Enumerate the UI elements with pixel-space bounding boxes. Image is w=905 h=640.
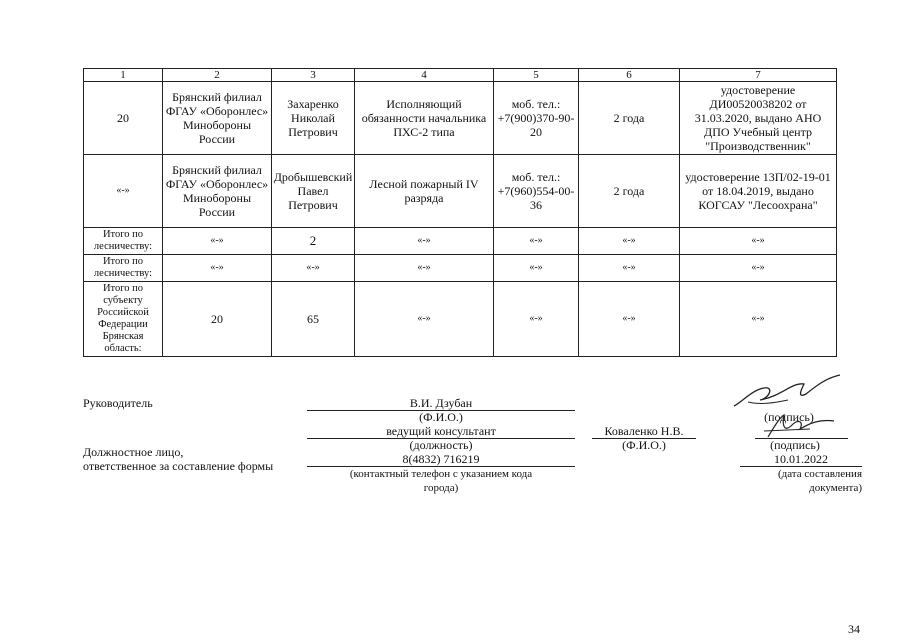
column-number: 1 <box>84 69 163 82</box>
date-caption-2: документа) <box>809 482 862 494</box>
column-number: 7 <box>680 69 837 82</box>
responsible-name: Коваленко Н.В. <box>604 424 684 438</box>
signature-caption: (подпись) <box>764 410 814 424</box>
phone-caption-2: города) <box>423 482 459 494</box>
table-cell: 20 <box>163 282 272 357</box>
table-cell: «-» <box>680 282 837 357</box>
table-cell: Исполняющий обязанности начальника ПХС-2 типа <box>355 82 494 155</box>
table-row <box>84 82 837 155</box>
page-number: 34 <box>848 622 860 636</box>
position-value: ведущий консультант <box>386 424 496 438</box>
column-number: 5 <box>494 69 579 82</box>
signature-head <box>730 372 848 414</box>
table-cell: «-» <box>579 228 680 255</box>
table-row-total <box>84 255 837 282</box>
table-header-row <box>84 69 837 82</box>
total-label: Итого по лесничеству: <box>84 255 163 282</box>
table-cell: 2 года <box>579 82 680 155</box>
head-name: В.И. Дзубан <box>409 396 473 410</box>
table-cell: «-» <box>163 228 272 255</box>
table-row <box>84 155 837 228</box>
total-label: Итого по субъекту Российской Федерации Брянская область: <box>84 282 163 357</box>
table-cell: «-» <box>579 255 680 282</box>
table-cell: «-» <box>355 228 494 255</box>
table-cell: удостоверение 13П/02-19-01 от 18.04.2019, выдано КОГСАУ "Лесоохрана" <box>680 155 837 228</box>
phone-caption-1: (контактный телефон с указанием кода <box>349 468 533 480</box>
column-number: 4 <box>355 69 494 82</box>
phone-value: 8(4832) 716219 <box>402 452 480 466</box>
table-cell: Дробышевский Павел Петрович <box>272 155 355 228</box>
responsible-label-1: Должностное лицо, <box>83 445 184 459</box>
responsible-label-2: ответственное за составление формы <box>83 459 274 473</box>
table-cell: 20 <box>84 82 163 155</box>
table-cell: «-» <box>680 228 837 255</box>
staff-table <box>83 68 837 357</box>
table-cell: «-» <box>494 282 579 357</box>
table-row-total <box>84 228 837 255</box>
table-cell: «-» <box>680 255 837 282</box>
table-cell: Захаренко Николай Петрович <box>272 82 355 155</box>
table-cell: Брянский филиал ФГАУ «Оборонлес» Минобороны России <box>163 82 272 155</box>
table-cell: Брянский филиал ФГАУ «Оборонлес» Минобороны России <box>163 155 272 228</box>
table-cell: 2 года <box>579 155 680 228</box>
table-cell: «-» <box>355 282 494 357</box>
column-number: 6 <box>579 69 680 82</box>
table-cell: «-» <box>579 282 680 357</box>
column-number: 2 <box>163 69 272 82</box>
date-caption-1: (дата составления <box>777 468 862 480</box>
table-cell: 2 <box>272 228 355 255</box>
table-cell: «-» <box>355 255 494 282</box>
table-cell: 65 <box>272 282 355 357</box>
signature-responsible <box>740 411 850 441</box>
fio-caption: (Ф.И.О.) <box>419 410 463 424</box>
table-cell: «-» <box>494 255 579 282</box>
table-cell: «-» <box>163 255 272 282</box>
table-cell: «-» <box>272 255 355 282</box>
responsible-fio-caption: (Ф.И.О.) <box>622 438 666 452</box>
table-cell: «-» <box>84 155 163 228</box>
table-cell: «-» <box>494 228 579 255</box>
signature-caption-2: (подпись) <box>770 438 820 452</box>
table-row-subject-total <box>84 282 837 357</box>
column-number: 3 <box>272 69 355 82</box>
total-label: Итого по лесничеству: <box>84 228 163 255</box>
table-cell: удостоверение ДИ00520038202 от 31.03.2020, выдано АНО ДПО Учебный центр "Производственник" <box>680 82 837 155</box>
table-cell: Лесной пожарный IV разряда <box>355 155 494 228</box>
head-label: Руководитель <box>83 396 153 410</box>
date-value: 10.01.2022 <box>774 452 828 466</box>
table-cell: моб. тел.: +7(960)554-00-36 <box>494 155 579 228</box>
table-cell: моб. тел.: +7(900)370-90-20 <box>494 82 579 155</box>
position-caption: (должность) <box>409 438 473 452</box>
